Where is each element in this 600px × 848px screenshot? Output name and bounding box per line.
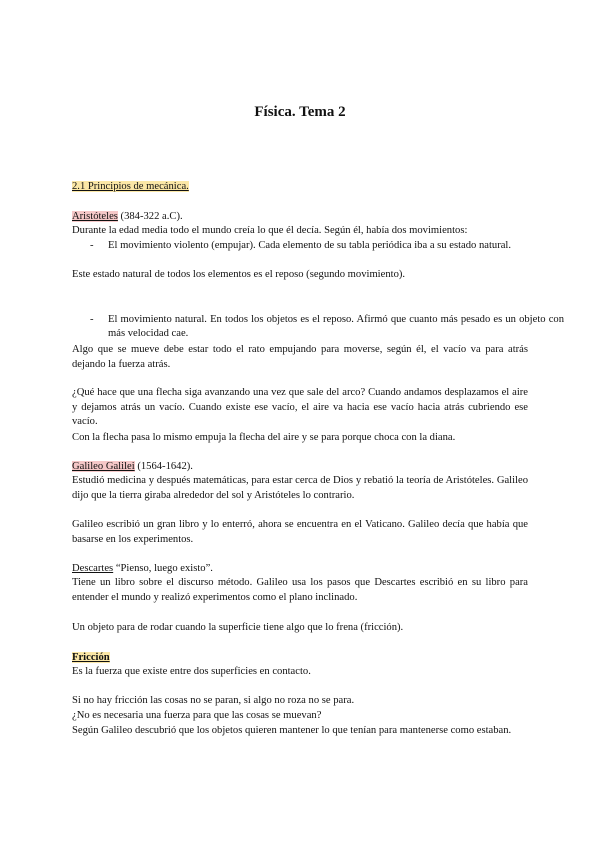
bullet-dash: -	[90, 313, 94, 325]
descartes-quote: “Pienso, luego existo”.	[113, 563, 213, 574]
aristoteles-name: Aristóteles	[72, 211, 118, 222]
friccion-heading-text: Fricción	[72, 652, 110, 663]
aristoteles-dates: (384-322 a.C).	[117, 211, 183, 222]
section-heading-text: 2.1 Principios de mecánica.	[72, 181, 189, 192]
friccion-line-1: Si no hay fricción las cosas no se paran, si algo no roza no se para.	[72, 695, 355, 706]
aristoteles-heading	[72, 210, 528, 225]
aristoteles-bullet-1	[72, 239, 564, 254]
friccion-definition: Es la fuerza que existe entre dos superficies en contacto.	[72, 666, 311, 677]
descartes-paragraph-1: Tiene un libro sobre el discurso método. Galileo usa los pasos que Descartes escribió en su libro para entender el mundo y realizó experimentos como el plano inclinado.	[72, 577, 528, 603]
aristoteles-paragraph-3: Con la flecha pasa lo mismo empuja la flecha del aire y se para porque choca con la diana.	[72, 432, 456, 443]
section-heading	[72, 180, 528, 195]
aristoteles-paragraph-1: Algo que se mueve debe estar todo el rato empujando para moverse, según él, el vacío va para atrás dejando la fuerza atrás.	[72, 344, 528, 370]
friccion-heading	[72, 651, 528, 666]
descartes-heading	[72, 562, 528, 577]
galileo-name: Galileo Galilei	[72, 461, 135, 472]
aristoteles-bullet-1-text: El movimiento violento (empujar). Cada elemento de su tabla periódica iba a su estado natural.	[108, 240, 512, 251]
galileo-dates: (1564-1642).	[134, 461, 193, 472]
galileo-paragraph-1: Estudió medicina y después matemáticas, para estar cerca de Dios y rebatió la teoría de Aristóteles. Galileo dijo que la tierra giraba alrededor del sol y Aristóteles lo contrario.	[72, 475, 528, 501]
aristoteles-bullet-2	[72, 313, 564, 342]
aristoteles-bullet-2-text: El movimiento natural. En todos los objetos es el reposo. Afirmó que cuanto más pesado es un objeto con más velocidad cae.	[108, 313, 564, 340]
descartes-name: Descartes	[72, 563, 114, 574]
aristoteles-natural-state: Este estado natural de todos los elementos es el reposo (segundo movimiento).	[72, 269, 406, 280]
friccion-line-3: Según Galileo descubrió que los objetos quieren mantener lo que tenían para mantenerse como estaban.	[72, 725, 512, 736]
galileo-paragraph-2: Galileo escribió un gran libro y lo enterró, ahora se encuentra en el Vaticano. Galileo decía que había que basarse en los experimentos.	[72, 519, 528, 545]
bullet-dash: -	[90, 240, 94, 251]
page-title: Física. Tema 2	[254, 104, 346, 120]
friccion-line-2: ¿No es necesaria una fuerza para que las cosas se muevan?	[72, 710, 322, 721]
galileo-heading	[72, 460, 528, 475]
aristoteles-intro: Durante la edad media todo el mundo creía lo que él decía. Según él, había dos movimientos:	[72, 225, 468, 236]
descartes-paragraph-2: Un objeto para de rodar cuando la superficie tiene algo que lo frena (fricción).	[72, 622, 404, 633]
aristoteles-paragraph-2: ¿Qué hace que una flecha siga avanzando una vez que sale del arco? Cuando andamos desplazamos el aire y dejamos atrás un vacío. Cuando existe ese vacío, el aire va hacia ese vacío hacia atrás cubriendo ese vacío.	[72, 387, 528, 428]
